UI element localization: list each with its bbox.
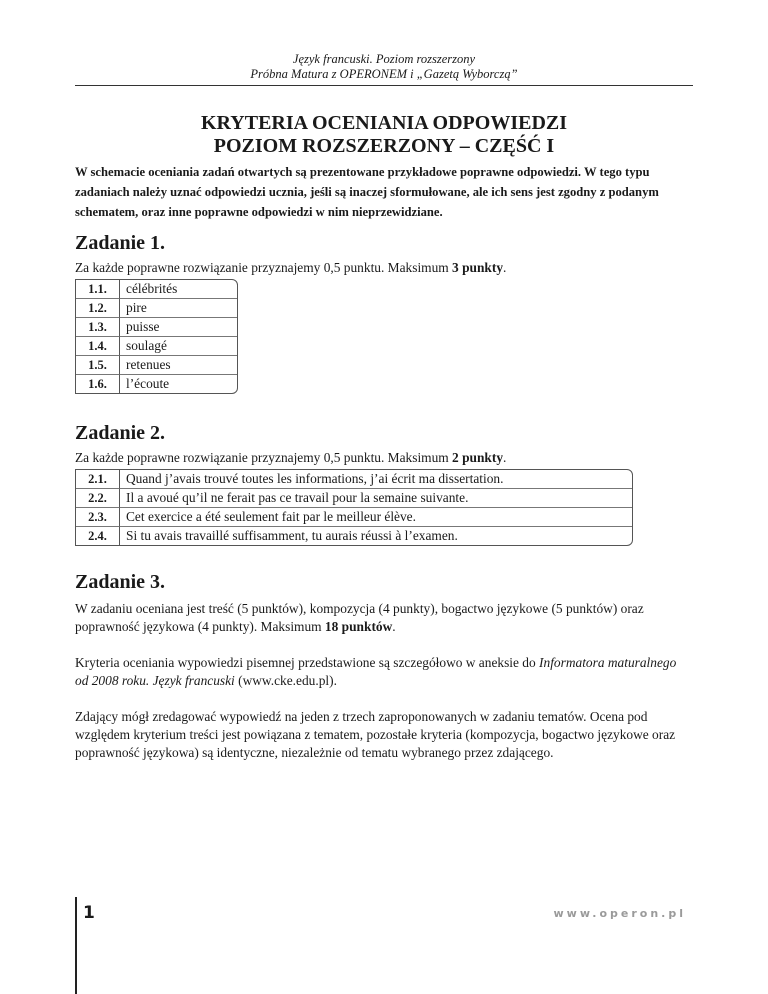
task-2-heading: Zadanie 2. [75,422,166,444]
task-3-p1-end: . [392,619,396,634]
table-row [76,527,632,545]
page-number: 1 [83,903,95,923]
table-row [76,508,632,527]
task-1-lead [75,259,693,277]
task-2-section [75,421,693,546]
page-title [75,112,693,158]
task-2-lead [75,449,693,467]
intro-paragraph: W schemacie oceniania zadań otwartych są prezentowane przykładowe poprawne odpowiedzi. W tego typu zadaniach należy uznać odpowiedzi ucznia, jeśli są inaczej sformułowane, ale ich sens jest zgodny z podanym schematem, oraz inne poprawne odpowiedzi w nim nieprzewidziane. [75,165,659,219]
task-2-max-points: 2 punkty [452,450,504,465]
table-row [76,337,237,356]
header-line-1: Język francuski. Poziom rozszerzony [292,52,476,66]
title-line-2: POZIOM ROZSZERZONY – CZĘŚĆ I [213,135,555,157]
task-1-max-points: 3 punkty [452,260,504,275]
task-3-heading: Zadanie 3. [75,571,166,593]
table-row [76,280,237,299]
task-3-paragraph-1 [75,600,693,636]
item-number: 2.3. [76,508,120,527]
task-2-lead-end: . [503,450,507,465]
task-3-paragraph-3: Zdający mógł zredagować wypowiedź na jeden z trzech zaproponowanych w zadaniu tematów. Ocena pod względem kryterium treści jest powiązana z tematem, pozostałe kryteria (kompozycja, bogactwo językowe oraz poprawność językowa) są identyczne, niezależnie od tematu wybranego przez zdającego. [75,709,676,760]
task-1-lead-text: Za każde poprawne rozwiązanie przyznajemy 0,5 punktu. Maksimum [75,260,453,275]
item-answer: Si tu avais travaillé suffisamment, tu aurais réussi à l’examen. [126,528,458,543]
item-number: 2.2. [76,489,120,508]
item-number: 2.4. [76,527,120,545]
task-3-p1-text: W zadaniu oceniana jest treść (5 punktów), kompozycja (4 punkty), bogactwo językowe (5 punktów) oraz poprawność językowa (4 punkty). Maksimum [75,601,644,634]
table-row [76,489,632,508]
table-row [76,356,237,375]
item-number: 1.5. [76,356,120,375]
item-answer: soulagé [120,337,237,356]
item-answer: célébrités [120,280,237,299]
item-answer: puisse [120,318,237,337]
task-2-answer-table [75,469,633,546]
table-row [76,470,632,489]
running-header [75,52,693,82]
table-row [76,299,237,318]
header-divider [75,85,693,86]
title-line-1: KRYTERIA OCENIANIA ODPOWIEDZI [200,112,568,134]
table-row [76,318,237,337]
header-line-2: Próbna Matura z OPERONEM i „Gazetą Wyborczą” [250,67,518,81]
task-1-heading: Zadanie 1. [75,232,166,254]
item-answer: retenues [120,356,237,375]
task-3-p2-title: Informatora maturalnego od 2008 roku. Język francuski [75,655,677,688]
task-1-answer-table [75,279,238,394]
item-number: 1.1. [76,280,120,299]
item-answer: l’écoute [126,376,170,391]
item-number: 1.4. [76,337,120,356]
task-3-paragraph-2 [75,654,693,690]
task-1-lead-end: . [503,260,507,275]
publisher-website: www.operon.pl [553,907,686,920]
item-answer: Cet exercice a été seulement fait par le meilleur élève. [120,508,632,527]
item-number: 1.2. [76,299,120,318]
item-answer: pire [120,299,237,318]
item-number: 1.6. [76,375,120,393]
task-3-p2-text: Kryteria oceniania wypowiedzi pisemnej przedstawione są szczegółowo w aneksie do [75,655,540,670]
task-3-p2-link-text: (www.cke.edu.pl). [234,673,337,688]
table-row [76,375,237,393]
task-2-lead-text: Za każde poprawne rozwiązanie przyznajemy 0,5 punktu. Maksimum [75,450,453,465]
task-1-section [75,231,693,394]
footer-rule [75,897,77,994]
task-3-section [75,570,693,762]
item-number: 2.1. [76,470,120,489]
item-answer: Il a avoué qu’il ne ferait pas ce travail pour la semaine suivante. [120,489,632,508]
task-3-max-points: 18 punktów [324,619,393,634]
item-number: 1.3. [76,318,120,337]
item-answer: Quand j’avais trouvé toutes les informations, j’ai écrit ma dissertation. [120,470,632,489]
